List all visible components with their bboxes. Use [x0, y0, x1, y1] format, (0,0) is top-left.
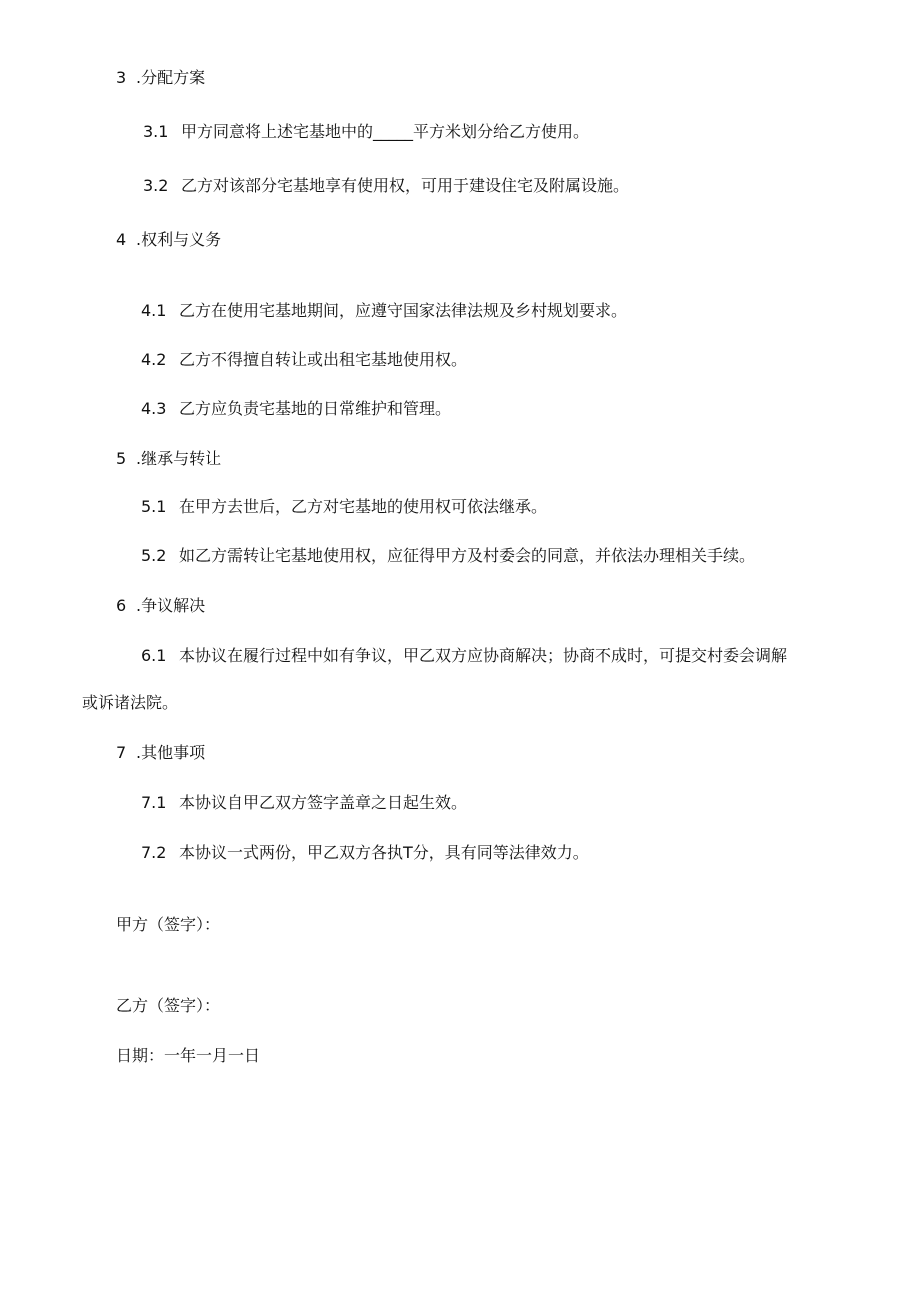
party-a-signature-label: 甲方（签字）：: [116, 915, 221, 934]
clause-7-1: [141, 793, 467, 813]
section-heading-5: [116, 449, 221, 469]
clause-text: 乙方不得擅自转让或出租宅基地使用权。: [179, 350, 468, 369]
clause-6-1: [141, 646, 787, 666]
clause-number: 7.1: [141, 793, 167, 812]
section-number: 4: [116, 230, 127, 249]
clause-text: 乙方对该部分宅基地享有使用权，可用于建设住宅及附属设施。: [181, 176, 630, 195]
clause-7-2: [141, 843, 589, 863]
clause-number: 6.1: [141, 646, 167, 665]
clause-number: 7.2: [141, 843, 167, 862]
clause-number: 5.1: [141, 497, 167, 516]
section-title: .权利与义务: [136, 230, 222, 249]
clause-text: 甲方同意将上述宅基地中的_____平方米划分给乙方使用。: [181, 122, 590, 141]
clause-number: 5.2: [141, 546, 167, 565]
clause-number: 3.2: [143, 176, 169, 195]
section-heading-3: [116, 68, 205, 88]
clause-5-2: [141, 546, 755, 566]
section-heading-6: [116, 596, 205, 616]
clause-text: 本协议自甲乙双方签字盖章之日起生效。: [179, 793, 468, 812]
clause-text: 如乙方需转让宅基地使用权，应征得甲方及村委会的同意，并依法办理相关手续。: [179, 546, 756, 565]
clause-3-1: [143, 122, 589, 142]
section-heading-7: [116, 743, 205, 763]
section-title: .继承与转让: [136, 449, 222, 468]
clause-4-2: [141, 350, 467, 370]
clause-4-1: [141, 301, 627, 321]
clause-5-1: [141, 497, 547, 517]
clause-text: 本协议一式两份，甲乙双方各执T分，具有同等法律效力。: [179, 843, 589, 862]
section-title: .争议解决: [136, 596, 206, 615]
clause-text: 乙方在使用宅基地期间，应遵守国家法律法规及乡村规划要求。: [179, 301, 628, 320]
section-title: .分配方案: [136, 68, 206, 87]
party-b-signature-label: 乙方（签字）：: [116, 996, 221, 1015]
clause-6-1-continuation: 或诉诸法院。: [82, 693, 179, 712]
clause-text: 在甲方去世后，乙方对宅基地的使用权可依法继承。: [179, 497, 548, 516]
clause-number: 3.1: [143, 122, 169, 141]
date-label: 日期：一年一月一日: [116, 1046, 261, 1065]
section-number: 5: [116, 449, 127, 468]
clause-text: 乙方应负责宅基地的日常维护和管理。: [179, 399, 452, 418]
section-number: 3: [116, 68, 127, 87]
clause-number: 4.1: [141, 301, 167, 320]
clause-number: 4.2: [141, 350, 167, 369]
clause-number: 4.3: [141, 399, 167, 418]
section-title: .其他事项: [136, 743, 206, 762]
section-number: 7: [116, 743, 127, 762]
clause-4-3: [141, 399, 451, 419]
section-number: 6: [116, 596, 127, 615]
clause-3-2: [143, 176, 629, 196]
section-heading-4: [116, 230, 221, 250]
clause-text: 本协议在履行过程中如有争议，甲乙双方应协商解决；协商不成时，可提交村委会调解: [179, 646, 788, 665]
